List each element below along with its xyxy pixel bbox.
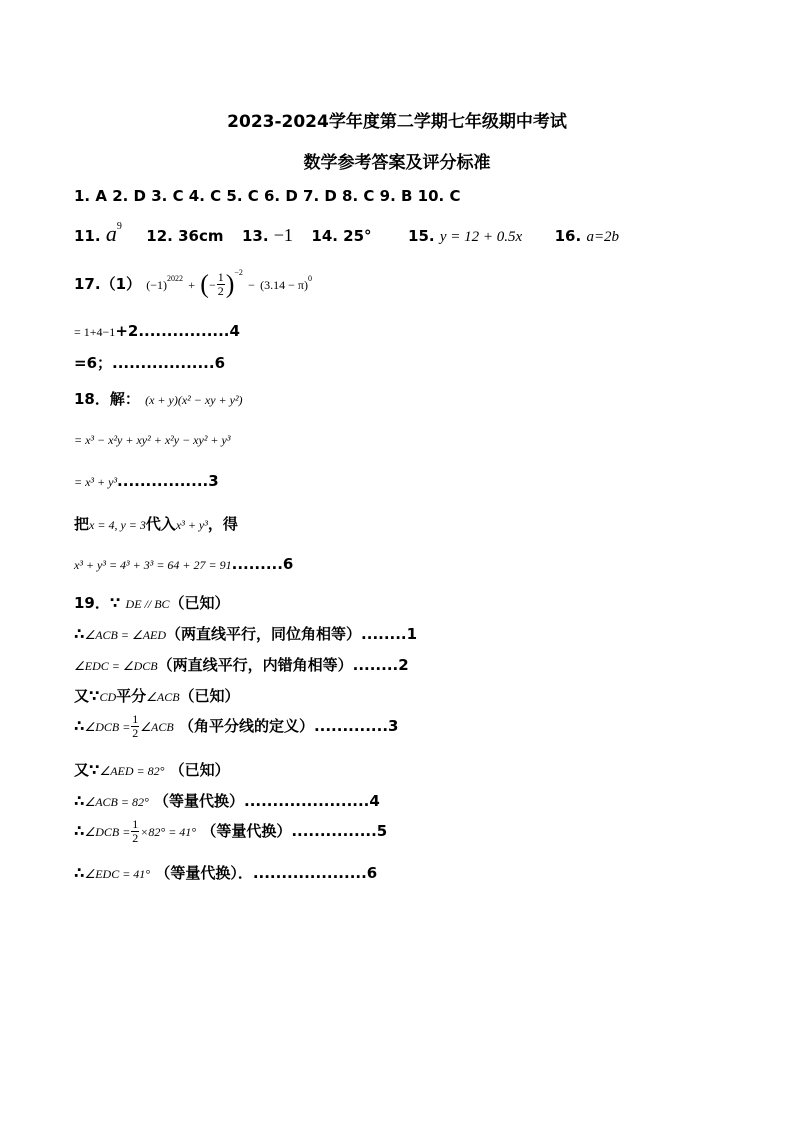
- q19-line4-mid: 平分: [116, 687, 147, 705]
- q19-line7-therefore: ∴: [74, 792, 85, 810]
- q19-line7-expr: ∠ACB = 82°: [84, 795, 149, 809]
- q18-label: 18．解：: [74, 390, 140, 408]
- q15-label: 15.: [408, 227, 435, 245]
- q19-line9: [74, 862, 377, 883]
- q13-label: 13.: [241, 227, 269, 245]
- q17-step1-expr: = 1+4−1: [74, 325, 116, 339]
- q17-term3-exponent: 0: [307, 274, 312, 283]
- q19-line8-expr2: ×82° = 41°: [140, 825, 197, 839]
- q16-expression: a=2b: [586, 229, 620, 245]
- q12-answer: 12. 36cm: [146, 227, 224, 245]
- q18-step2: [74, 472, 219, 490]
- q19-line9-therefore: ∴: [74, 864, 85, 882]
- q19-line8-denominator: 2: [132, 831, 139, 845]
- q19-line2-reason: （两直线平行，同位角相等）........1: [166, 625, 418, 643]
- q19-line8-therefore: ∴: [74, 822, 85, 840]
- q19-line5-fraction: [131, 713, 139, 740]
- q17-term1-exponent: 2022: [167, 274, 184, 283]
- q17-problem: [74, 268, 312, 300]
- q17-term3: (3.14 − π): [260, 278, 308, 292]
- q17-right-paren: ): [225, 269, 235, 299]
- q19-line9-expr: ∠EDC = 41°: [84, 867, 151, 881]
- q19-line5-expr: ∠DCB =: [84, 720, 131, 734]
- q19-line1-label: 19．∵: [74, 594, 121, 612]
- q18-step1-expr: = x³ − x²y + xy² + x²y − xy² + y³: [74, 433, 231, 447]
- q18-sub-middle: 代入: [145, 515, 176, 533]
- exam-subtitle: 数学参考答案及评分标准: [303, 153, 491, 173]
- q18-sub-suffix: ，得: [207, 515, 238, 533]
- multiple-choice-answers: 1. A 2. D 3. C 4. C 5. C 6. D 7. D 8. C 9. B 10. C: [74, 187, 461, 205]
- q17-step2: =6；..................6: [74, 354, 226, 372]
- q19-line6-prefix: 又∵: [74, 761, 100, 779]
- q11-label: 11.: [74, 227, 101, 245]
- q19-line4-prefix: 又∵: [74, 687, 100, 705]
- q19-line4-expr2: ∠ACB: [146, 690, 180, 704]
- q19-line3: [74, 654, 409, 675]
- fill-in-answers: [74, 221, 619, 247]
- q19-line4: [74, 685, 240, 706]
- q19-line5: [74, 713, 398, 740]
- q19-line2-expr: ∠ACB = ∠AED: [84, 628, 167, 642]
- q18-expression: (x + y)(x² − xy + y²): [145, 393, 243, 407]
- q19-line6-reason: （已知）: [169, 761, 230, 779]
- q16-label: 16.: [554, 227, 582, 245]
- q18-step3: [74, 555, 293, 573]
- q18-step2-score: ................3: [117, 472, 219, 490]
- q17-step1: [74, 322, 240, 340]
- q19-line2: [74, 623, 417, 644]
- q19-line7-reason: （等量代换）......................4: [154, 792, 380, 810]
- q19-line8-fraction: [131, 818, 139, 845]
- q17-label: 17.（1）: [74, 275, 142, 293]
- q19-line6-expr: ∠AED = 82°: [99, 764, 165, 778]
- q11-exponent: 9: [116, 221, 122, 232]
- q19-line5-reason: （角平分线的定义）.............3: [178, 717, 399, 735]
- q19-line5-expr2: ∠ACB: [140, 720, 174, 734]
- q19-line3-expr: ∠EDC = ∠DCB: [74, 659, 158, 673]
- q18-substitution: [74, 513, 238, 534]
- q17-fraction: [217, 271, 225, 298]
- q19-line1: [74, 592, 230, 613]
- q19-line5-denominator: 2: [132, 726, 139, 740]
- q19-line5-therefore: ∴: [74, 717, 85, 735]
- q17-step1-score: +2................4: [115, 322, 240, 340]
- q11-base: a: [105, 221, 117, 246]
- q14-answer: 14. 25°: [311, 227, 372, 245]
- q19-line5-numerator: 1: [132, 712, 139, 726]
- q17-frac-numerator: 1: [217, 270, 224, 284]
- q19-line4-reason: （已知）: [179, 687, 240, 705]
- q17-frac-denominator: 2: [217, 284, 224, 298]
- q18-problem: [74, 388, 243, 409]
- q19-line9-reason: （等量代换）．....................6: [155, 864, 378, 882]
- q15-expression: y = 12 + 0.5x: [439, 229, 523, 245]
- q18-sub-target: x³ + y³: [175, 518, 208, 532]
- q17-plus: +: [188, 278, 196, 292]
- q19-line8-numerator: 1: [132, 817, 139, 831]
- q17-term2-exponent: −2: [234, 268, 243, 277]
- q19-line7: [74, 790, 380, 811]
- q18-step3-score: .........6: [231, 555, 294, 573]
- q19-line8-expr: ∠DCB =: [84, 825, 131, 839]
- exam-title: 2023-2024学年度第二学期七年级期中考试: [227, 112, 567, 132]
- q17-minus2: −: [248, 278, 255, 292]
- q19-line2-therefore: ∴: [74, 625, 85, 643]
- q17-left-paren: (: [200, 269, 209, 299]
- q18-step1: [74, 430, 230, 448]
- q13-value: −1: [273, 225, 293, 245]
- q17-minus: −: [208, 278, 216, 292]
- q19-line8: [74, 818, 387, 845]
- q19-line8-reason: （等量代换）...............5: [201, 822, 388, 840]
- q18-sub-prefix: 把: [74, 515, 90, 533]
- q19-line6: [74, 759, 230, 780]
- q19-line1-reason: （已知）: [169, 594, 230, 612]
- q18-step3-expr: x³ + y³ = 4³ + 3³ = 64 + 27 = 91: [74, 558, 232, 572]
- q19-line4-expr: CD: [99, 690, 117, 704]
- q18-sub-values: x = 4, y = 3: [89, 518, 146, 532]
- q19-line3-reason: （两直线平行，内错角相等）........2: [157, 656, 409, 674]
- q19-line1-expr: DE // BC: [125, 597, 170, 611]
- q17-term1: (−1): [146, 278, 168, 292]
- q18-step2-expr: = x³ + y³: [74, 475, 118, 489]
